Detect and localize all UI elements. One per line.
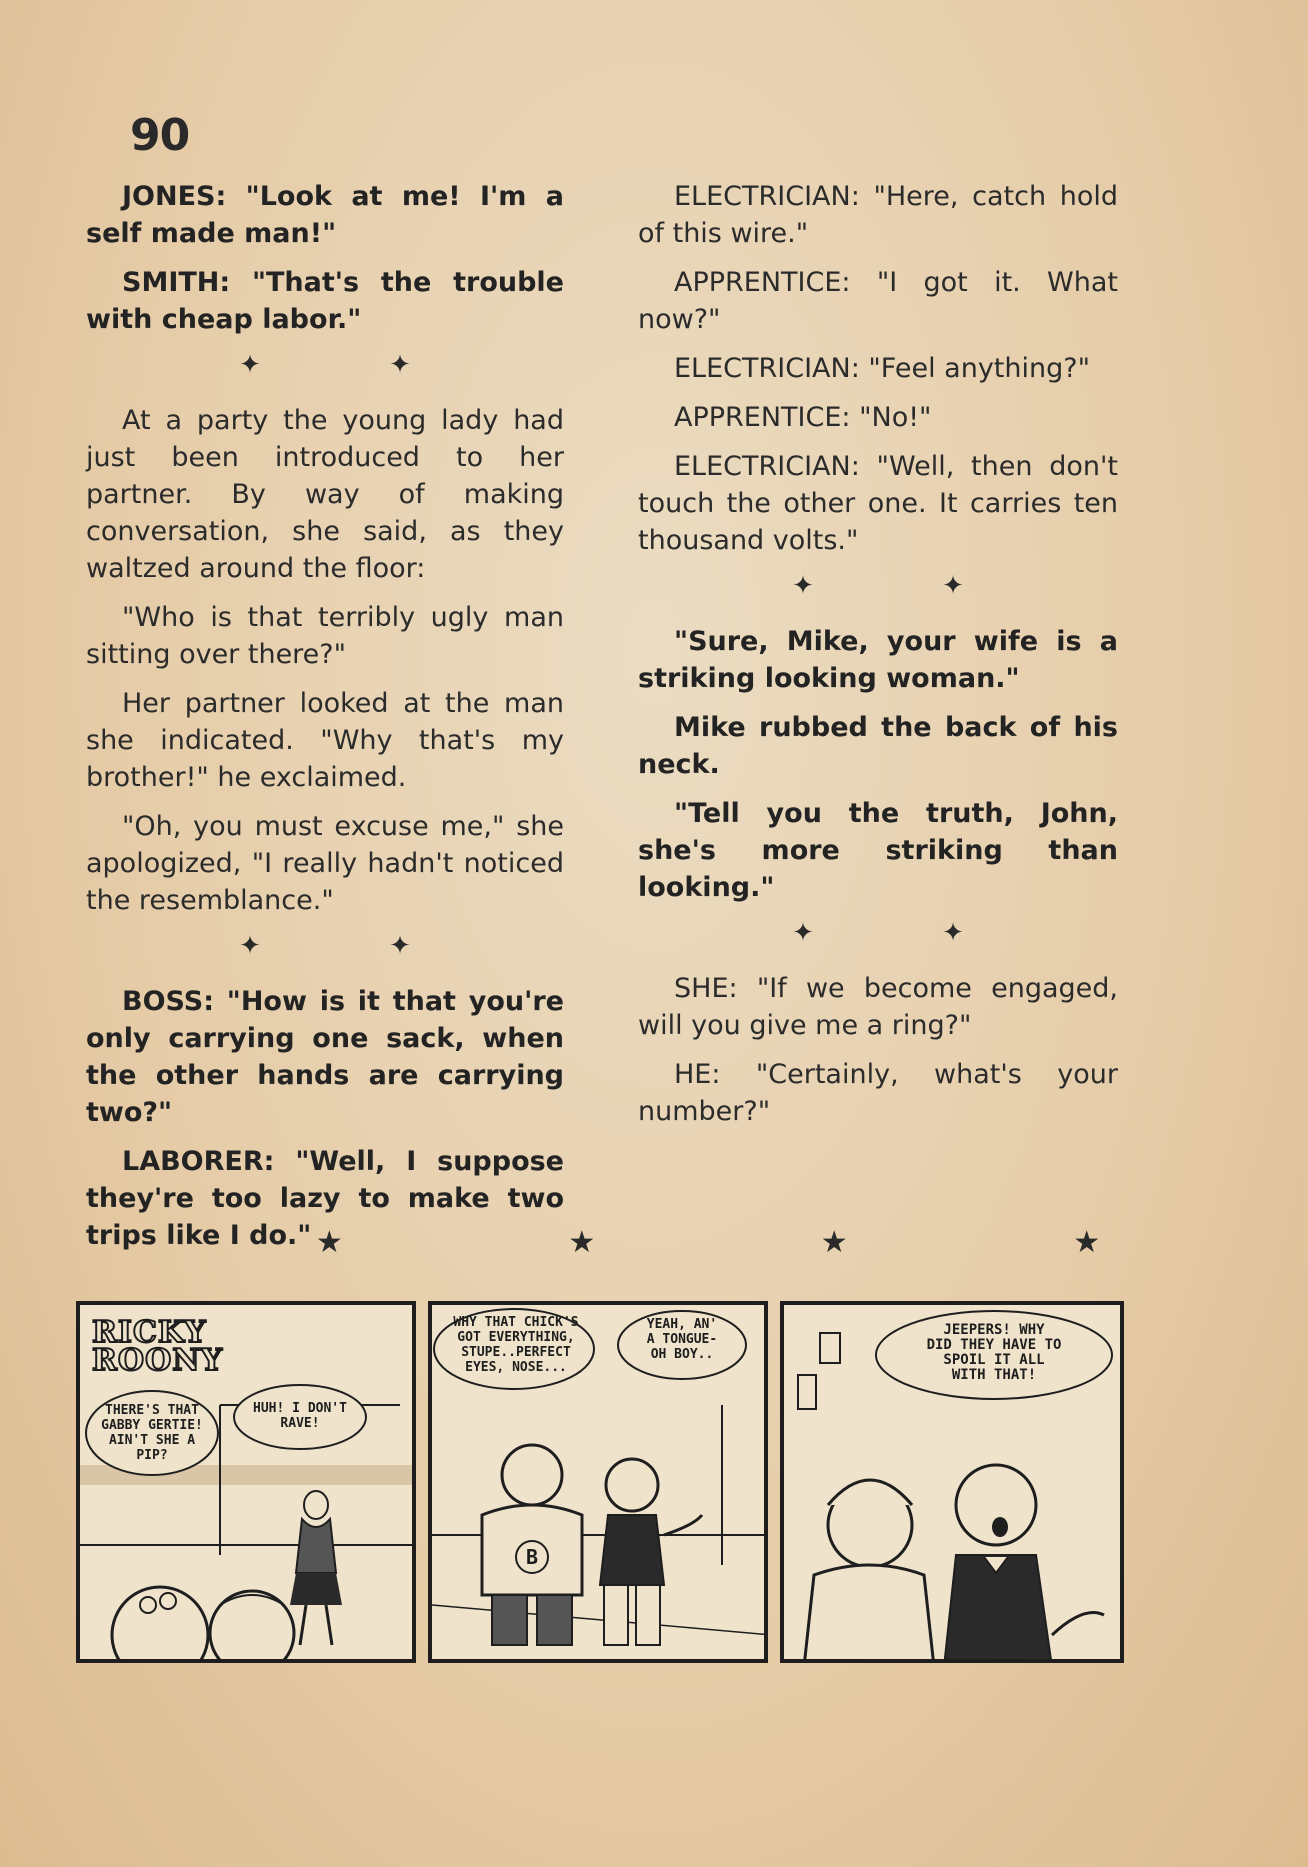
panel-1-bubble-right: HUH! I DON'T RAVE! — [253, 1401, 347, 1431]
joke-paragraph: BOSS: "How is it that you're only carrying one sack, when the other hands are carrying two?" — [86, 986, 564, 1128]
section-stars: ★ ★ ★ ★ — [315, 1225, 1209, 1260]
panel-1-bubble-left: THERE'S THAT GABBY GERTIE! AIN'T SHE A PIP? — [101, 1403, 203, 1463]
comic-logo: RICKY ROONY — [92, 1315, 224, 1378]
joke-paragraph: SMITH: "That's the trouble with cheap labor." — [86, 267, 564, 335]
joke-paragraph: ELECTRICIAN: "Well, then don't touch the other one. It carries ten thousand volts." — [638, 451, 1118, 556]
joke-paragraph: Her partner looked at the man she indicated. "Why that's my brother!" he exclaimed. — [86, 688, 564, 793]
joke-paragraph: APPRENTICE: "I got it. What now?" — [638, 267, 1118, 335]
joke-paragraph: "Sure, Mike, your wife is a striking looking woman." — [638, 626, 1118, 694]
left-column — [86, 178, 564, 1266]
separator: ✦ ✦ — [239, 350, 471, 380]
separator: ✦ ✦ — [792, 918, 1024, 948]
comic-panel-3 — [780, 1301, 1124, 1663]
right-column — [638, 178, 1118, 1142]
joke-paragraph: ELECTRICIAN: "Here, catch hold of this wire." — [638, 181, 1118, 249]
separator: ✦ ✦ — [239, 931, 471, 961]
separator: ✦ ✦ — [792, 571, 1024, 601]
joke-paragraph: SHE: "If we become engaged, will you give me a ring?" — [638, 973, 1118, 1041]
shirt-letter: B — [525, 1545, 539, 1569]
panel-2-bubble-right: YEAH, AN' A TONGUE- OH BOY.. — [646, 1317, 718, 1362]
joke-paragraph: LABORER: "Well, I suppose they're too lazy to make two trips like I do." — [86, 1146, 564, 1251]
joke-paragraph: Mike rubbed the back of his neck. — [638, 712, 1118, 780]
comic-strip — [76, 1301, 1124, 1663]
joke-paragraph: APPRENTICE: "No!" — [674, 402, 932, 433]
joke-paragraph: HE: "Certainly, what's your number?" — [638, 1059, 1118, 1127]
joke-paragraph: ELECTRICIAN: "Feel anything?" — [674, 353, 1091, 384]
comic-panel-2 — [428, 1301, 768, 1663]
joke-paragraph: "Oh, you must excuse me," she apologized, "I really hadn't noticed the resemblance." — [86, 811, 564, 916]
panel-2-bubble-left: WHY THAT CHICK'S GOT EVERYTHING, STUPE..PERFECT EYES, NOSE... — [453, 1315, 579, 1375]
panel-3-bubble: JEEPERS! WHY DID THEY HAVE TO SPOIL IT ALL WITH THAT! — [926, 1322, 1062, 1383]
joke-paragraph: JONES: "Look at me! I'm a self made man!" — [86, 181, 564, 249]
comic-panel-1 — [76, 1301, 416, 1663]
joke-paragraph: At a party the young lady had just been introduced to her partner. By way of making conversation, she said, as they waltzed around the floor: — [86, 405, 564, 584]
joke-paragraph: "Tell you the truth, John, she's more striking than looking." — [638, 798, 1118, 903]
joke-paragraph: "Who is that terribly ugly man sitting over there?" — [86, 602, 564, 670]
page-number: 90 — [130, 110, 190, 161]
